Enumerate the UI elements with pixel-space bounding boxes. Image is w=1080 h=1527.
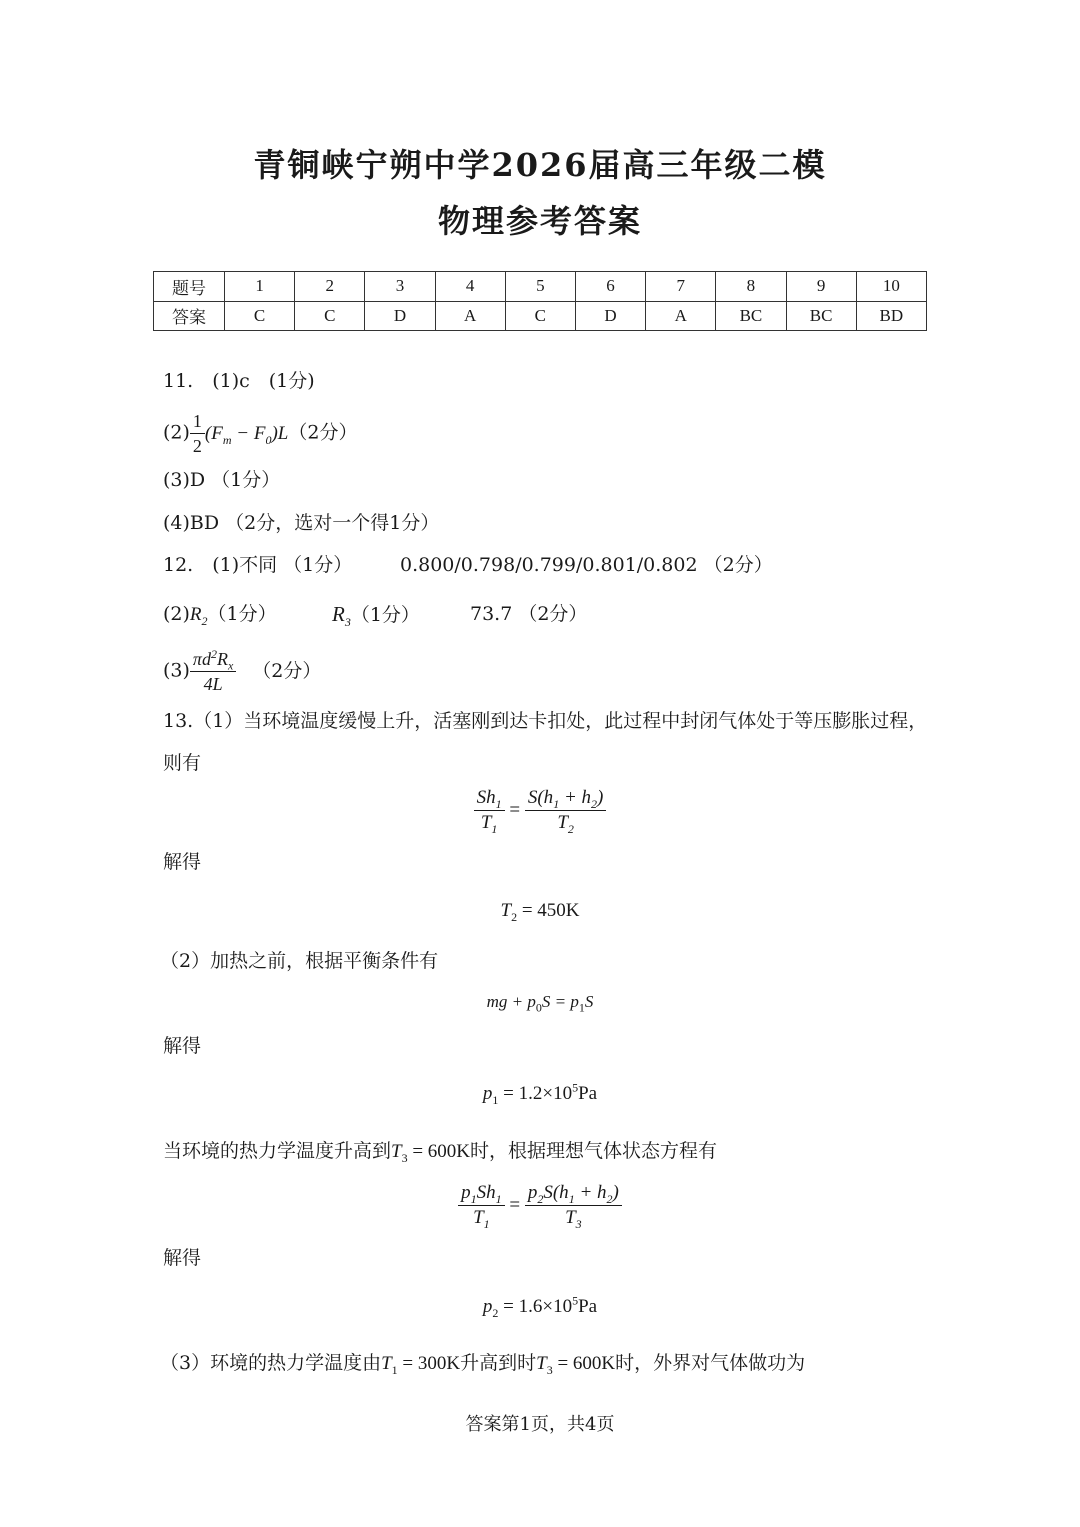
fraction-numerator	[474, 787, 505, 811]
table-cell: 8	[716, 272, 786, 302]
equation-3: $\frac{p_1Sh_1}{T_1}$ = $\frac{p_2S(h_1 + h_2)}{T_3}$	[0, 1182, 1080, 1229]
table-cell: 7	[646, 272, 716, 302]
subscript: 2	[567, 821, 574, 836]
value: = 1.6×10	[498, 1296, 573, 1317]
subscript: 2	[492, 1305, 499, 1320]
equation-1: $\frac{Sh_1}{T_1}$ = $\frac{S(h_1 + h_2)}{T_2}$	[0, 787, 1080, 834]
symbol: R	[332, 602, 345, 626]
table-cell: BD	[856, 301, 926, 331]
formula-part: R	[216, 649, 228, 669]
score: （1分）	[350, 604, 420, 626]
fraction-denominator: 2	[192, 436, 202, 456]
q13-t3-line	[163, 1140, 717, 1163]
formula-part: )L	[271, 422, 289, 444]
variable: p	[482, 1296, 493, 1317]
fraction-denominator	[525, 1206, 622, 1229]
value: = 300K	[397, 1353, 461, 1374]
table-row-numbers	[154, 272, 927, 302]
fraction-numerator: 1	[190, 410, 205, 434]
formula-part: T	[473, 1207, 484, 1228]
q12-part3	[163, 648, 321, 695]
subscript: 2	[591, 796, 598, 811]
fraction	[474, 787, 505, 834]
table-cell: BC	[786, 301, 856, 331]
q12-part1: 12. (1)不同 （1分）	[163, 554, 353, 576]
formula-part: (F	[204, 422, 223, 444]
fraction	[458, 1182, 505, 1229]
result-1	[0, 900, 1080, 922]
q12-part3-prefix: (3)	[163, 659, 190, 682]
subscript: 1	[553, 796, 560, 811]
value: = 1.2×10	[498, 1083, 573, 1104]
q11-part2	[163, 410, 357, 457]
subscript: 3	[575, 1216, 582, 1231]
formula-part: S	[584, 992, 594, 1011]
jiede-2: 解得	[163, 1035, 202, 1057]
subscript: 2	[511, 909, 518, 924]
subscript: 0	[535, 1000, 542, 1015]
fraction	[525, 787, 606, 834]
result-3	[0, 1293, 1080, 1320]
subscript: 3	[401, 1150, 408, 1165]
table-cell: A	[646, 301, 716, 331]
subscript: 1	[495, 796, 502, 811]
fraction	[190, 648, 236, 695]
variable: T	[536, 1353, 547, 1374]
fraction-numerator	[458, 1182, 505, 1206]
formula-part: T	[480, 812, 492, 833]
subscript: 1	[483, 1216, 490, 1231]
subscript: 1	[568, 1191, 575, 1206]
score: （2分）	[252, 659, 322, 682]
fraction-denominator	[474, 811, 505, 834]
q12-part1-values: 0.800/0.798/0.799/0.801/0.802 （2分）	[400, 554, 773, 576]
formula-part: T	[557, 812, 568, 833]
unit: Pa	[578, 1296, 598, 1317]
table-cell: 1	[225, 272, 295, 302]
page-footer: 答案第1页，共4页	[465, 1414, 615, 1435]
q13-part2: （2）加热之前，根据平衡条件有	[160, 950, 439, 972]
table-cell: 4	[435, 272, 505, 302]
formula-part: Sh	[476, 1182, 496, 1203]
q13-part3	[160, 1352, 805, 1375]
fraction	[190, 410, 205, 457]
q12-value: 73.7 （2分）	[470, 603, 588, 625]
table-cell: 10	[856, 272, 926, 302]
fraction-numerator	[525, 1182, 622, 1206]
subscript: 3	[546, 1362, 553, 1377]
formula-part: p	[527, 1182, 538, 1203]
formula-part: + h	[574, 1182, 607, 1203]
fraction-denominator	[525, 811, 606, 834]
formula-part: − F	[231, 422, 266, 444]
formula-part: + h	[559, 787, 592, 808]
table-cell: 5	[505, 272, 575, 302]
table-cell: D	[575, 301, 645, 331]
subscript: m	[222, 432, 232, 447]
formula-part: )	[612, 1182, 619, 1203]
score: （2分）	[288, 421, 358, 444]
table-cell: C	[505, 301, 575, 331]
subscript: 1	[491, 821, 498, 836]
fraction-denominator	[458, 1206, 505, 1229]
formula-part: πd	[192, 649, 211, 669]
variable: T	[381, 1353, 392, 1374]
formula-part: mg + p	[486, 992, 536, 1011]
subscript: 1	[492, 1092, 499, 1107]
formula-part: S = p	[541, 992, 579, 1011]
q13-intro-2: 则有	[163, 752, 202, 774]
variable: T	[500, 900, 512, 921]
subscript: 1	[495, 1191, 502, 1206]
subscript: 1	[470, 1191, 477, 1206]
table-cell: 3	[365, 272, 435, 302]
r3-symbol	[332, 602, 351, 630]
jiede-3: 解得	[163, 1247, 202, 1269]
value: = 600K	[552, 1353, 616, 1374]
table-row-answers	[154, 301, 927, 331]
equation-2	[0, 992, 1080, 1015]
table-cell: 2	[295, 272, 365, 302]
formula-part: p	[461, 1182, 471, 1203]
text: 当环境的热力学温度升高到	[163, 1140, 392, 1162]
q11-part1: 11. (1)c (1分)	[163, 370, 315, 392]
unit: Pa	[578, 1083, 598, 1104]
result-2	[0, 1080, 1080, 1107]
value: = 450K	[517, 900, 580, 921]
superscript: 5	[572, 1080, 579, 1095]
q12-part2-prefix: (2)	[163, 603, 190, 625]
table-header-cell: 题号	[154, 272, 225, 302]
formula-part: Sh	[476, 787, 496, 808]
table-header-cell: 答案	[154, 301, 225, 331]
table-cell: 6	[575, 272, 645, 302]
table-cell: C	[225, 301, 295, 331]
formula-part: T	[565, 1207, 576, 1228]
value: = 600K	[407, 1141, 471, 1162]
q11-part2-prefix: (2)	[163, 421, 190, 444]
jiede-1: 解得	[163, 851, 202, 873]
subscript: 1	[391, 1362, 398, 1377]
text: 时，根据理想气体状态方程有	[470, 1140, 718, 1162]
superscript: 5	[572, 1293, 579, 1308]
formula-part: S(h	[527, 787, 554, 808]
variable: T	[391, 1141, 402, 1162]
text: （3）环境的热力学温度由	[160, 1352, 382, 1374]
table-cell: 9	[786, 272, 856, 302]
fraction-numerator	[190, 648, 236, 672]
q12-r3	[332, 602, 420, 630]
formula	[204, 422, 289, 447]
subscript: x	[227, 658, 234, 673]
fraction-numerator	[525, 787, 606, 811]
symbol: R	[189, 604, 202, 625]
superscript: 2	[210, 647, 217, 661]
subscript: 3	[344, 615, 351, 630]
formula-part: )	[597, 787, 604, 808]
subscript: 2	[537, 1191, 544, 1206]
page-title: 青铜峡宁朔中学2026届高三年级二模	[253, 146, 827, 184]
text: 升高到时	[460, 1352, 537, 1374]
subscript: 0	[265, 432, 272, 447]
score: （1分）	[207, 603, 277, 625]
subscript: 1	[578, 1000, 585, 1015]
q11-part4: (4)BD （2分，选对一个得1分）	[163, 512, 440, 534]
table-cell: D	[365, 301, 435, 331]
q12-part2	[163, 603, 277, 626]
text: 时，外界对气体做功为	[615, 1352, 806, 1374]
answer-table	[153, 271, 927, 331]
page-subtitle: 物理参考答案	[437, 202, 642, 240]
q11-part3: (3)D （1分）	[163, 469, 281, 491]
fraction	[525, 1182, 622, 1229]
subscript: 2	[606, 1191, 613, 1206]
table-cell: C	[295, 301, 365, 331]
fraction-denominator: 4L	[203, 674, 223, 694]
subscript: 2	[201, 613, 208, 628]
variable: p	[482, 1083, 493, 1104]
q13-intro: 13.（1）当环境温度缓慢上升，活塞刚到达卡扣处，此过程中封闭气体处于等压膨胀过程，	[163, 710, 928, 732]
table-cell: BC	[716, 301, 786, 331]
r2-symbol	[189, 604, 208, 628]
formula-part: S(h	[543, 1182, 569, 1203]
table-cell: A	[435, 301, 505, 331]
